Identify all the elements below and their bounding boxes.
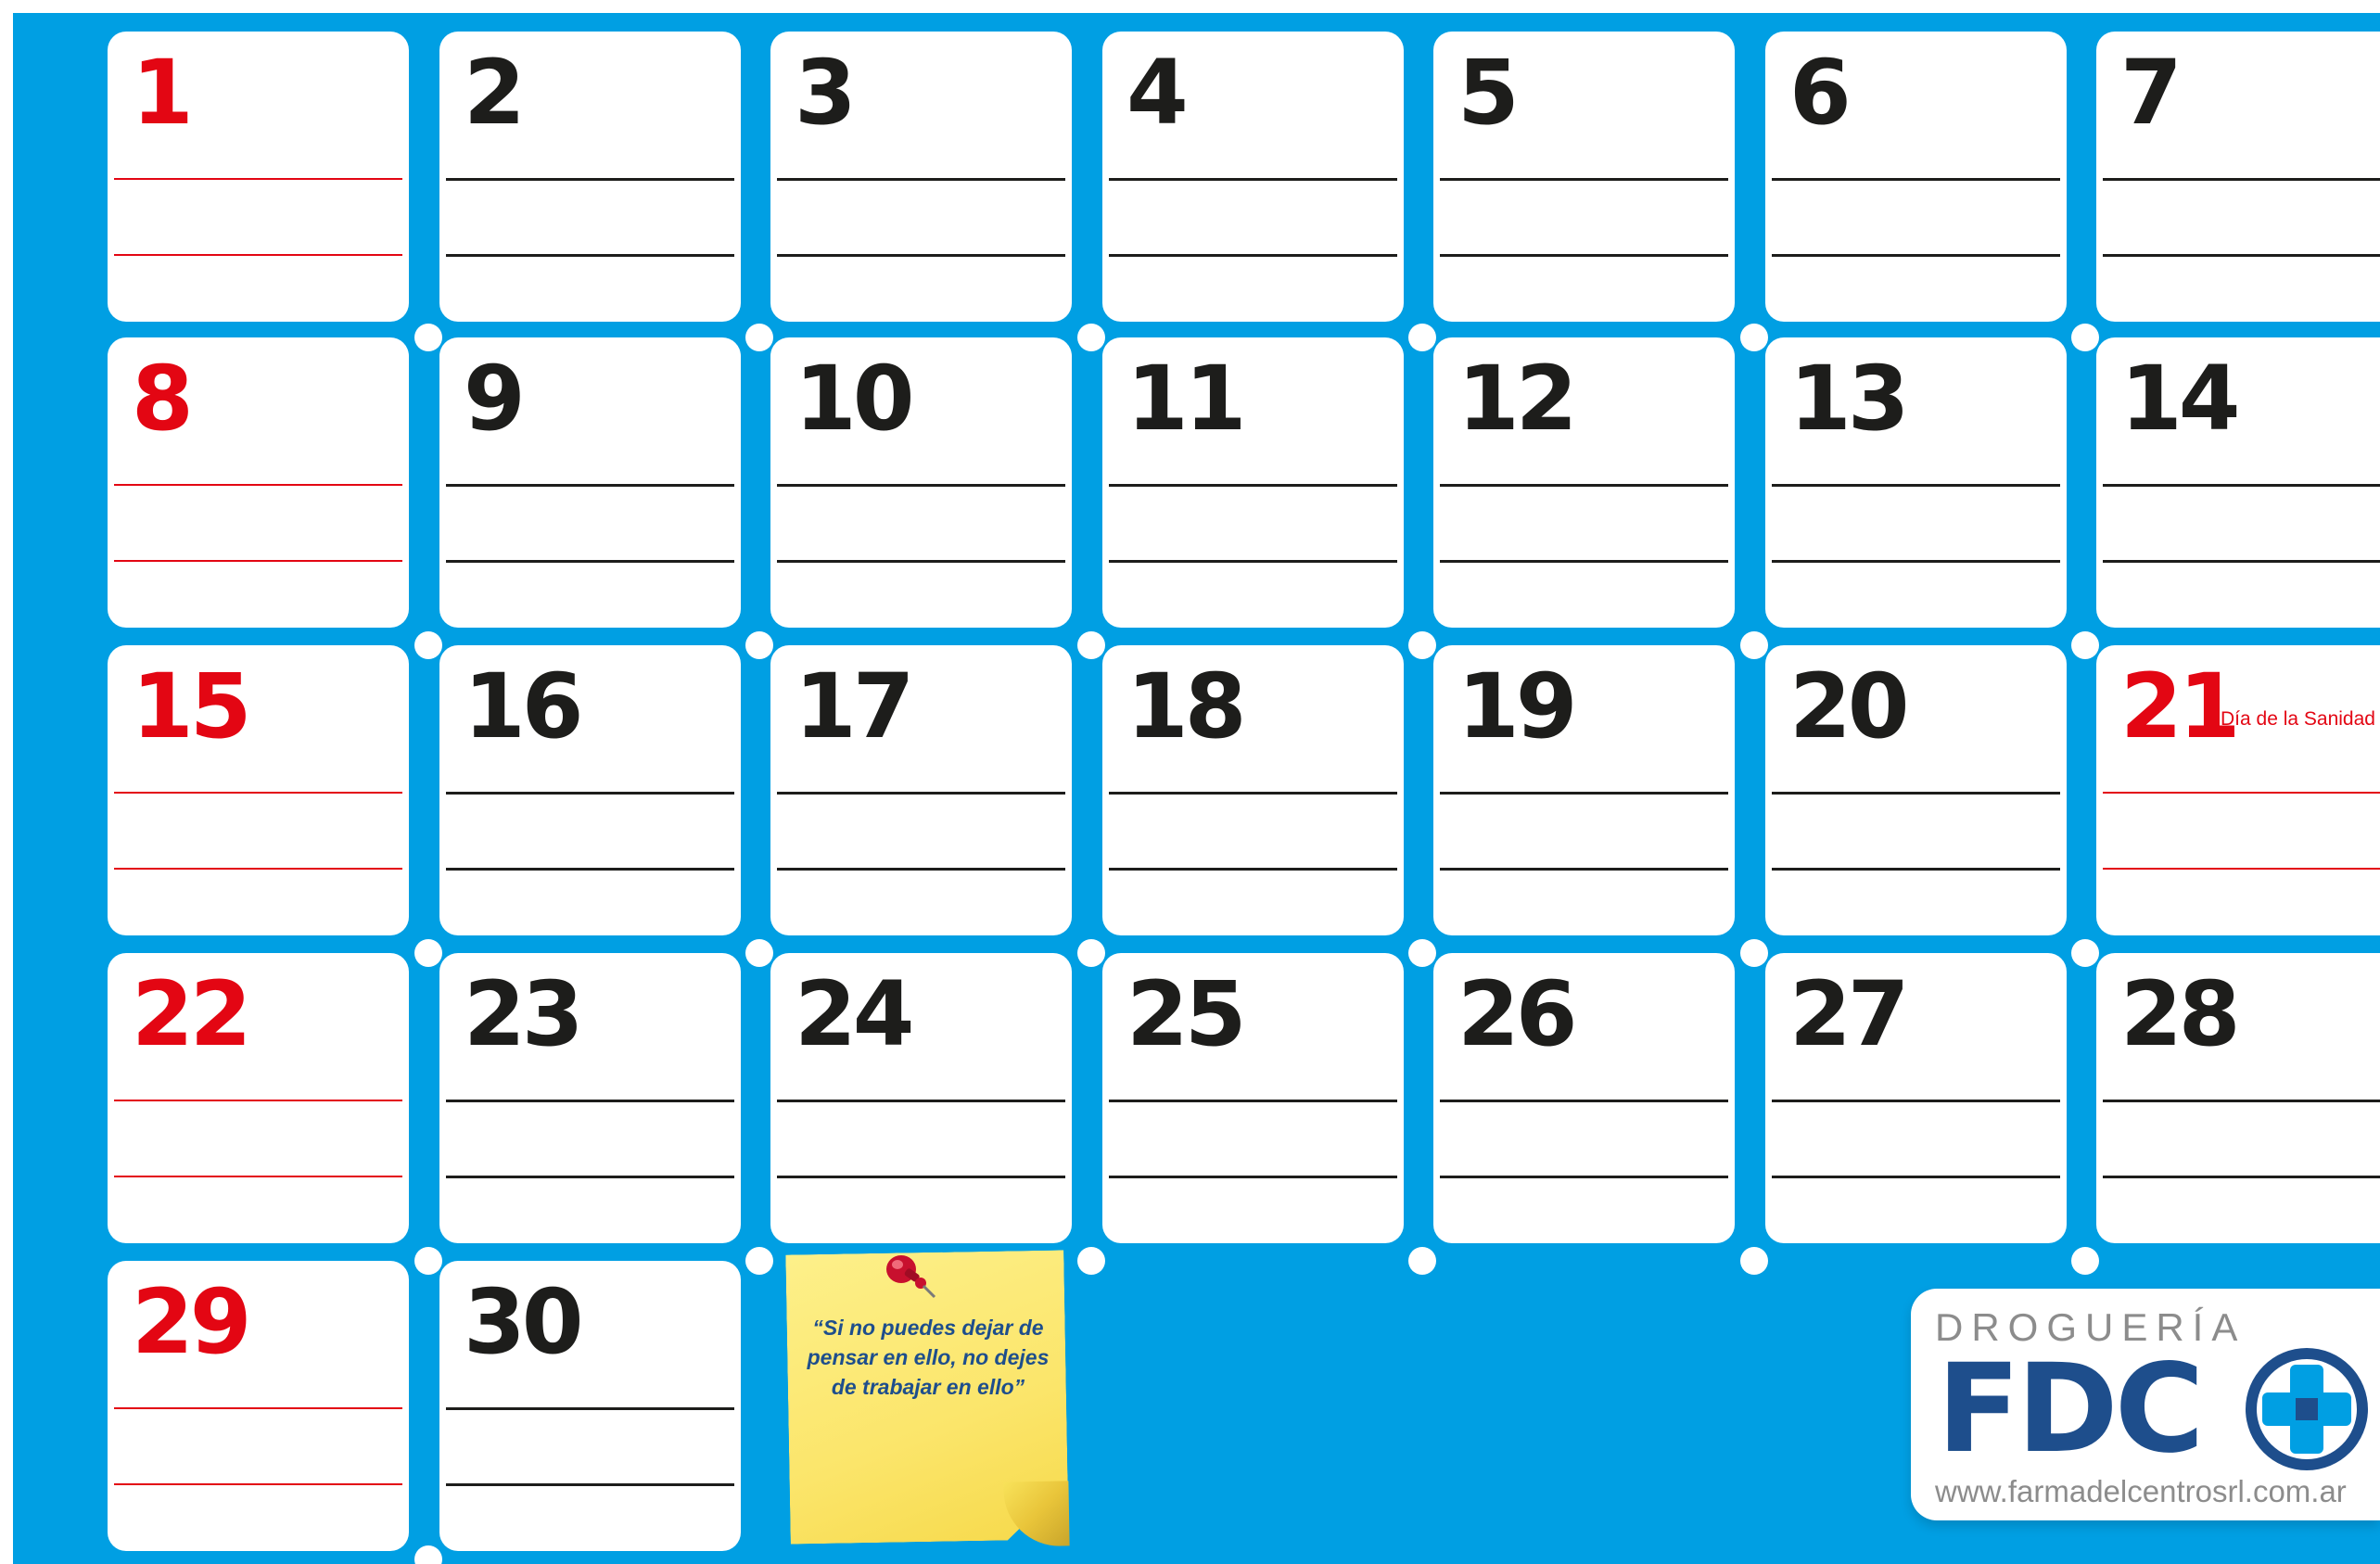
note-line bbox=[1440, 1100, 1728, 1102]
day-cell-11[interactable] bbox=[1102, 337, 1404, 628]
day-number: 22 bbox=[132, 962, 248, 1066]
day-number: 16 bbox=[464, 655, 580, 758]
note-line bbox=[777, 1176, 1065, 1178]
day-number: 27 bbox=[1789, 962, 1906, 1066]
day-number: 10 bbox=[795, 347, 911, 451]
note-line bbox=[2103, 1176, 2380, 1178]
day-cell-21[interactable] bbox=[2096, 645, 2380, 935]
holiday-label: Día de la Sanidad bbox=[2221, 708, 2375, 730]
note-line bbox=[777, 1100, 1065, 1102]
day-number: 19 bbox=[1457, 655, 1574, 758]
day-cell-22[interactable] bbox=[108, 953, 409, 1243]
note-line bbox=[2103, 868, 2380, 870]
connector-dot bbox=[414, 631, 442, 659]
note-line bbox=[114, 792, 402, 794]
day-cell-7[interactable] bbox=[2096, 32, 2380, 322]
connector-dot bbox=[1408, 1247, 1436, 1275]
logo-url[interactable]: www.farmadelcentrosrl.com.ar bbox=[1935, 1474, 2347, 1508]
note-line bbox=[446, 1176, 734, 1178]
note-line bbox=[1440, 792, 1728, 795]
day-number: 30 bbox=[464, 1270, 580, 1374]
note-line bbox=[1440, 560, 1728, 563]
note-line bbox=[777, 254, 1065, 257]
connector-dot bbox=[1740, 631, 1768, 659]
day-cell-12[interactable] bbox=[1433, 337, 1735, 628]
note-line bbox=[1109, 484, 1397, 487]
day-cell-16[interactable] bbox=[439, 645, 741, 935]
day-number: 4 bbox=[1126, 41, 1185, 145]
day-cell-29[interactable] bbox=[108, 1261, 409, 1551]
connector-dot bbox=[745, 324, 773, 351]
note-line bbox=[114, 1100, 402, 1101]
day-number: 24 bbox=[795, 962, 911, 1066]
day-number: 2 bbox=[464, 41, 522, 145]
day-number: 13 bbox=[1789, 347, 1906, 451]
day-number: 29 bbox=[132, 1270, 248, 1374]
quote-line: pensar en ello, no dejes bbox=[807, 1345, 1050, 1369]
day-number: 17 bbox=[795, 655, 911, 758]
connector-dot bbox=[1077, 939, 1105, 967]
connector-dot bbox=[1408, 631, 1436, 659]
note-line bbox=[446, 560, 734, 563]
day-cell-6[interactable] bbox=[1765, 32, 2067, 322]
day-cell-9[interactable] bbox=[439, 337, 741, 628]
connector-dot bbox=[1740, 324, 1768, 351]
note-line bbox=[1109, 1100, 1397, 1102]
day-cell-17[interactable] bbox=[770, 645, 1072, 935]
day-cell-2[interactable] bbox=[439, 32, 741, 322]
logo-mark: FDC bbox=[1937, 1338, 2201, 1481]
day-number: 11 bbox=[1126, 347, 1243, 451]
connector-dot bbox=[2071, 939, 2099, 967]
connector-dot bbox=[1408, 939, 1436, 967]
note-line bbox=[114, 254, 402, 256]
day-number: 23 bbox=[464, 962, 580, 1066]
note-line bbox=[2103, 560, 2380, 563]
note-line bbox=[446, 1100, 734, 1102]
day-cell-13[interactable] bbox=[1765, 337, 2067, 628]
connector-dot bbox=[2071, 1247, 2099, 1275]
note-line bbox=[1109, 1176, 1397, 1178]
day-number: 25 bbox=[1126, 962, 1243, 1066]
day-cell-3[interactable] bbox=[770, 32, 1072, 322]
connector-dot bbox=[1740, 1247, 1768, 1275]
quote-line: “Si no puedes dejar de bbox=[812, 1316, 1044, 1340]
note-line bbox=[2103, 484, 2380, 487]
day-number: 26 bbox=[1457, 962, 1574, 1066]
note-line bbox=[1772, 254, 2060, 257]
note-line bbox=[446, 792, 734, 795]
note-line bbox=[446, 178, 734, 181]
note-line bbox=[1109, 792, 1397, 795]
day-number: 6 bbox=[1789, 41, 1848, 145]
note-line bbox=[1440, 178, 1728, 181]
day-number: 8 bbox=[132, 347, 190, 451]
note-line bbox=[2103, 1100, 2380, 1102]
note-line bbox=[777, 178, 1065, 181]
note-line bbox=[1772, 1100, 2060, 1102]
day-number: 12 bbox=[1457, 347, 1574, 451]
day-number: 28 bbox=[2120, 962, 2237, 1066]
day-cell-24[interactable] bbox=[770, 953, 1072, 1243]
brand-logo bbox=[1911, 1289, 2380, 1520]
medical-cross-icon bbox=[2242, 1344, 2372, 1474]
note-line bbox=[777, 868, 1065, 871]
note-line bbox=[1109, 560, 1397, 563]
note-line bbox=[1772, 484, 2060, 487]
day-cell-30[interactable] bbox=[439, 1261, 741, 1551]
day-number: 20 bbox=[1789, 655, 1906, 758]
note-line bbox=[446, 254, 734, 257]
connector-dot bbox=[1077, 324, 1105, 351]
note-line bbox=[114, 868, 402, 870]
connector-dot bbox=[1077, 631, 1105, 659]
day-cell-4[interactable] bbox=[1102, 32, 1404, 322]
connector-dot bbox=[414, 1247, 442, 1275]
connector-dot bbox=[745, 1247, 773, 1275]
note-line bbox=[446, 1407, 734, 1410]
note-line bbox=[1440, 484, 1728, 487]
connector-dot bbox=[414, 1545, 442, 1564]
connector-dot bbox=[1408, 324, 1436, 351]
note-line bbox=[1440, 254, 1728, 257]
note-line bbox=[1109, 254, 1397, 257]
note-line bbox=[114, 1483, 402, 1485]
connector-dot bbox=[2071, 324, 2099, 351]
day-cell-26[interactable] bbox=[1433, 953, 1735, 1243]
day-number: 18 bbox=[1126, 655, 1243, 758]
day-cell-23[interactable] bbox=[439, 953, 741, 1243]
day-cell-10[interactable] bbox=[770, 337, 1072, 628]
note-line bbox=[1772, 868, 2060, 871]
day-cell-1[interactable] bbox=[108, 32, 409, 322]
connector-dot bbox=[745, 939, 773, 967]
day-number: 7 bbox=[2120, 41, 2179, 145]
quote-line: de trabajar en ello” bbox=[831, 1375, 1025, 1399]
note-line bbox=[1772, 178, 2060, 181]
note-line bbox=[777, 484, 1065, 487]
note-line bbox=[446, 1483, 734, 1486]
note-line bbox=[1772, 560, 2060, 563]
note-line bbox=[1772, 1176, 2060, 1178]
day-number: 3 bbox=[795, 41, 853, 145]
connector-dot bbox=[414, 324, 442, 351]
note-line bbox=[114, 1407, 402, 1409]
connector-dot bbox=[414, 939, 442, 967]
note-line bbox=[777, 560, 1065, 563]
note-line bbox=[2103, 792, 2380, 794]
day-cell-5[interactable] bbox=[1433, 32, 1735, 322]
note-line bbox=[2103, 254, 2380, 257]
connector-dot bbox=[1740, 939, 1768, 967]
day-cell-18[interactable] bbox=[1102, 645, 1404, 935]
logo-top-text: DROGUERÍA bbox=[1935, 1305, 2246, 1349]
day-cell-19[interactable] bbox=[1433, 645, 1735, 935]
connector-dot bbox=[2071, 631, 2099, 659]
connector-dot bbox=[1077, 1247, 1105, 1275]
day-cell-8[interactable] bbox=[108, 337, 409, 628]
day-number: 9 bbox=[464, 347, 522, 451]
day-number: 21 bbox=[2120, 655, 2237, 758]
note-line bbox=[446, 868, 734, 871]
note-line bbox=[1440, 868, 1728, 871]
day-cell-28[interactable] bbox=[2096, 953, 2380, 1243]
note-line bbox=[114, 560, 402, 562]
day-number: 14 bbox=[2120, 347, 2237, 451]
note-line bbox=[114, 1176, 402, 1177]
note-line bbox=[1772, 792, 2060, 795]
day-cell-14[interactable] bbox=[2096, 337, 2380, 628]
note-line bbox=[1109, 178, 1397, 181]
note-line bbox=[2103, 178, 2380, 181]
connector-dot bbox=[745, 631, 773, 659]
day-number: 5 bbox=[1457, 41, 1516, 145]
day-cell-20[interactable] bbox=[1765, 645, 2067, 935]
day-number: 15 bbox=[132, 655, 248, 758]
note-line bbox=[1109, 868, 1397, 871]
day-number: 1 bbox=[132, 41, 190, 145]
note-line bbox=[114, 178, 402, 180]
pushpin-icon bbox=[881, 1249, 946, 1304]
note-line bbox=[1440, 1176, 1728, 1178]
sticky-note-quote bbox=[803, 1313, 1053, 1402]
day-cell-27[interactable] bbox=[1765, 953, 2067, 1243]
day-cell-25[interactable] bbox=[1102, 953, 1404, 1243]
note-line bbox=[446, 484, 734, 487]
note-line bbox=[114, 484, 402, 486]
day-cell-15[interactable] bbox=[108, 645, 409, 935]
note-line bbox=[777, 792, 1065, 795]
